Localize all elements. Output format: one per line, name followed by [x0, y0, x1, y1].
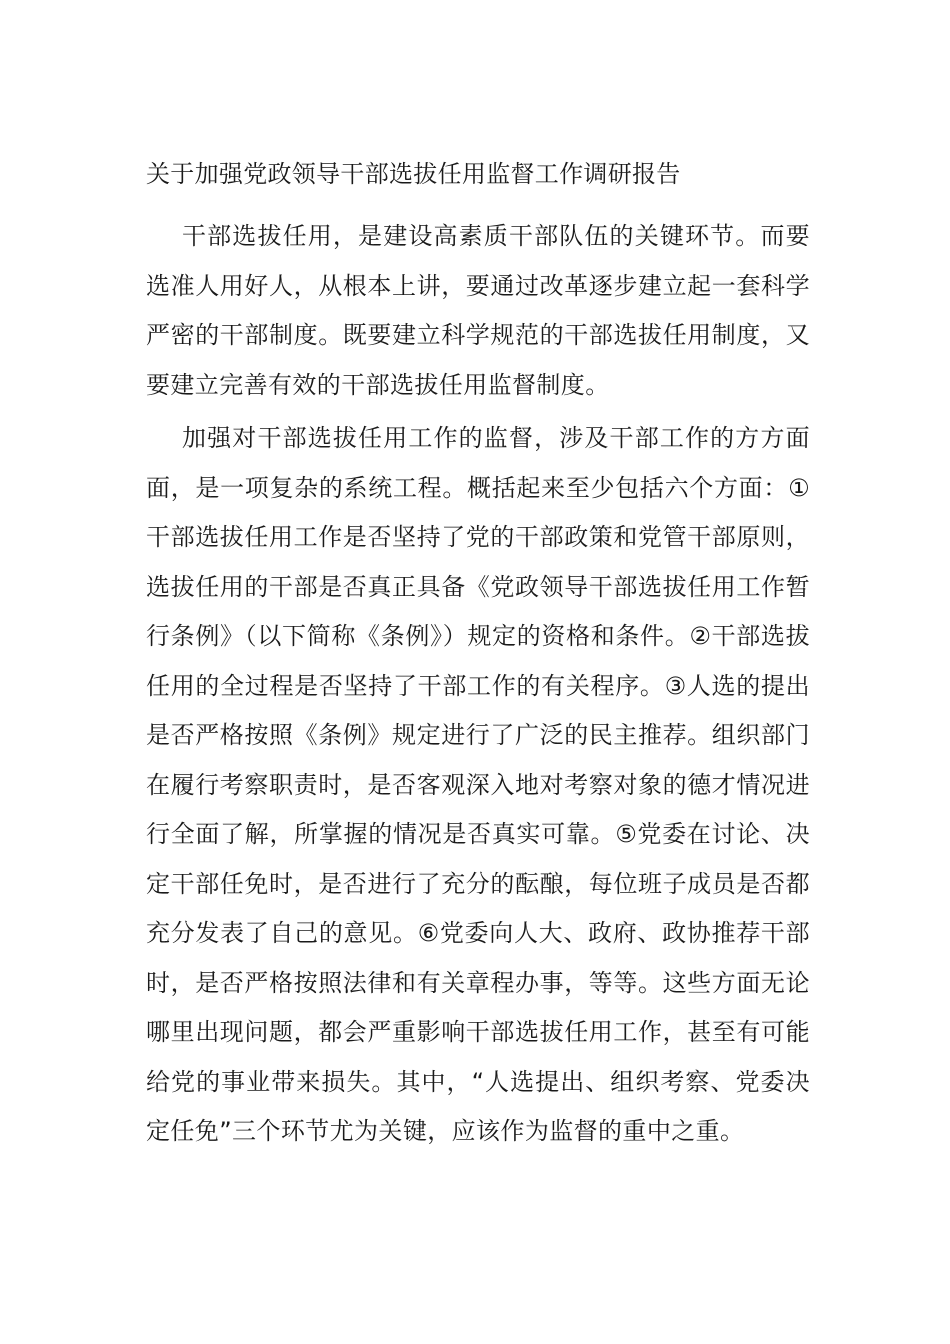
document-title: 关于加强党政领导干部选拔任用监督工作调研报告 [146, 160, 681, 188]
paragraph-1: 干部选拔任用，是建设高素质干部队伍的关键环节。而要选准人用好人，从根本上讲，要通过改革逐步建立起一套科学严密的干部制度。既要建立科学规范的干部选拔任用制度，又要建立完善有效的干部选拔任用监督制度。 [146, 222, 810, 399]
paragraph-2: 加强对干部选拔任用工作的监督，涉及干部工作的方方面面，是一项复杂的系统工程。概括起来至少包括六个方面：①干部选拔任用工作是否坚持了党的干部政策和党管干部原则，选拔任用的干部是否真正具备《党政领导干部选拔任用工作暂行条例》（以下简称《条例》）规定的资格和条件。②干部选拔任用的全过程是否坚持了干部工作的有关程序。③人选的提出是否严格按照《条例》规定进行了广泛的民主推荐。组织部门在履行考察职责时，是否客观深入地对考察对象的德才情况进行全面了解，所掌握的情况是否真实可靠。⑤党委在讨论、决定干部任免时，是否进行了充分的酝酿，每位班子成员是否都充分发表了自己的意见。⑥党委向人大、政府、政协推荐干部时，是否严格按照法律和有关章程办事，等等。这些方面无论哪里出现问题，都会严重影响干部选拔任用工作，甚至有可能给党的事业带来损失。其中，“人选提出、组织考察、党委决定任免”三个环节尤为关键，应该作为监督的重中之重。 [146, 424, 810, 1145]
